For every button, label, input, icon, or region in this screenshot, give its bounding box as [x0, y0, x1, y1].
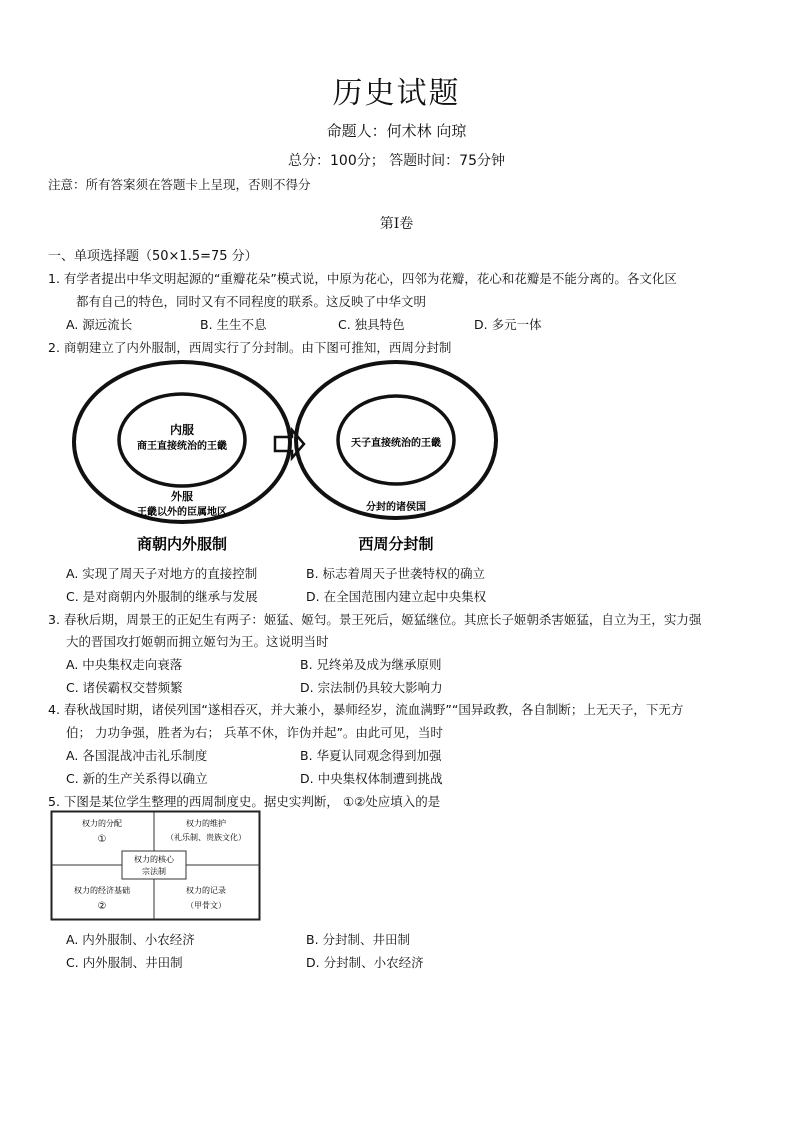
question-5-option-c: C. 内外服制、井田制 — [66, 955, 183, 970]
diagram2-bl-mark: ② — [97, 901, 107, 912]
shang-inner-title: 内服 — [169, 423, 195, 437]
question-1-option-a: A. 源远流长 — [66, 317, 133, 332]
diagram2-tr-sub: （礼乐制、贵族文化） — [166, 833, 246, 842]
notice-line: 注意：所有答案须在答题卡上呈现，否则不得分 — [48, 177, 311, 192]
question-4-option-a: A. 各国混战冲击礼乐制度 — [66, 748, 208, 763]
question-2-option-c: C. 是对商朝内外服制的继承与发展 — [66, 589, 258, 604]
diagram2-tl-label: 权力的分配 — [82, 819, 122, 828]
shang-outer-sub: 王畿以外的臣属地区 — [137, 507, 227, 518]
question-2-option-a: A. 实现了周天子对地方的直接控制 — [66, 566, 258, 581]
shang-caption: 商朝内外服制 — [136, 535, 228, 553]
question-5-line-1: 5. 下图是某位学生整理的西周制度史。据史实判断， ①②处应填入的是 — [48, 794, 441, 809]
question-4-option-b: B. 华夏认同观念得到加强 — [300, 748, 442, 763]
question-5-option-a: A. 内外服制、小农经济 — [66, 932, 195, 947]
question-2-line-1: 2. 商朝建立了内外服制，西周实行了分封制。由下图可推知，西周分封制 — [48, 340, 452, 355]
question-3-option-a: A. 中央集权走向衰落 — [66, 657, 183, 672]
shang-diagram — [74, 362, 290, 553]
page-title: 历史试题 — [332, 76, 461, 111]
question-1-line-1: 1. 有学者提出中华文明起源的“重瓣花朵”模式说，中原为花心，四邻为花瓣，花心和花瓣是不能分离的。各文化区 — [48, 271, 677, 286]
question-3-option-b: B. 兄终弟及成为继承原则 — [300, 657, 442, 672]
question-4-option-c: C. 新的生产关系得以确立 — [66, 771, 208, 786]
zhou-outer-label: 分封的诸侯国 — [366, 502, 426, 513]
diagram2-center-sub: 宗法制 — [142, 867, 166, 876]
diagram2-br-sub: （甲骨文） — [186, 901, 226, 910]
zhou-diagram — [296, 362, 496, 553]
section-heading: 一、单项选择题（50×1.5=75 分） — [48, 249, 258, 264]
question-2-option-b: B. 标志着周天子世袭特权的确立 — [306, 566, 486, 581]
diagram-shang-zhou-systems — [72, 360, 502, 560]
zhou-inner-label: 天子直接统治的王畿 — [351, 438, 441, 449]
shang-inner-sub: 商王直接统治的王畿 — [137, 441, 227, 452]
question-3-line-2: 大的晋国攻打姬朝而拥立姬匄为王。这说明当时 — [66, 634, 329, 649]
question-3-option-c: C. 诸侯霸权交替频繁 — [66, 680, 183, 695]
question-1-option-c: C. 独具特色 — [338, 317, 405, 332]
question-4-option-d: D. 中央集权体制遭到挑战 — [300, 771, 443, 786]
diagram2-br-label: 权力的记录 — [186, 886, 226, 895]
question-5-option-d: D. 分封制、小农经济 — [306, 955, 424, 970]
question-4-line-2: 伯； 力功争强，胜者为右； 兵革不休，诈伪并起”。由此可见，当时 — [66, 725, 443, 740]
question-3-option-d: D. 宗法制仍具较大影响力 — [300, 680, 443, 695]
question-1-line-2: 都有自己的特色，同时又有不同程度的联系。这反映了中华文明 — [76, 294, 427, 309]
diagram2-center-label: 权力的核心 — [134, 855, 174, 864]
score-time-line: 总分：100分； 答题时间：75分钟 — [288, 153, 505, 169]
author-line: 命题人：何术林 向琼 — [326, 122, 467, 140]
diagram2-tl-mark: ① — [97, 834, 107, 845]
shang-outer-title: 外服 — [171, 490, 193, 503]
question-2-option-d: D. 在全国范围内建立起中央集权 — [306, 589, 487, 604]
question-1-option-d: D. 多元一体 — [474, 317, 542, 332]
question-4-line-1: 4. 春秋战国时期，诸侯列国“遂相吞灭，并大兼小，暴师经岁，流血满野”“国异政教，各自制断；上无天子，下无方 — [48, 702, 684, 717]
volume-heading: 第Ⅰ卷 — [379, 216, 414, 232]
question-3-line-1: 3. 春秋后期，周景王的正妃生有两子：姬猛、姬匄。景王死后，姬猛继位。其庶长子姬朝杀害姬猛，自立为王，实力强 — [48, 612, 702, 627]
shang-inner-ring — [119, 394, 245, 486]
question-5-option-b: B. 分封制、井田制 — [306, 932, 411, 947]
diagram-western-zhou-system — [50, 810, 262, 922]
diagram2-tr-label: 权力的维护 — [186, 819, 226, 828]
zhou-caption: 西周分封制 — [358, 535, 434, 553]
question-1-option-b: B. 生生不息 — [200, 317, 267, 332]
diagram2-bl-label: 权力的经济基础 — [74, 886, 130, 895]
